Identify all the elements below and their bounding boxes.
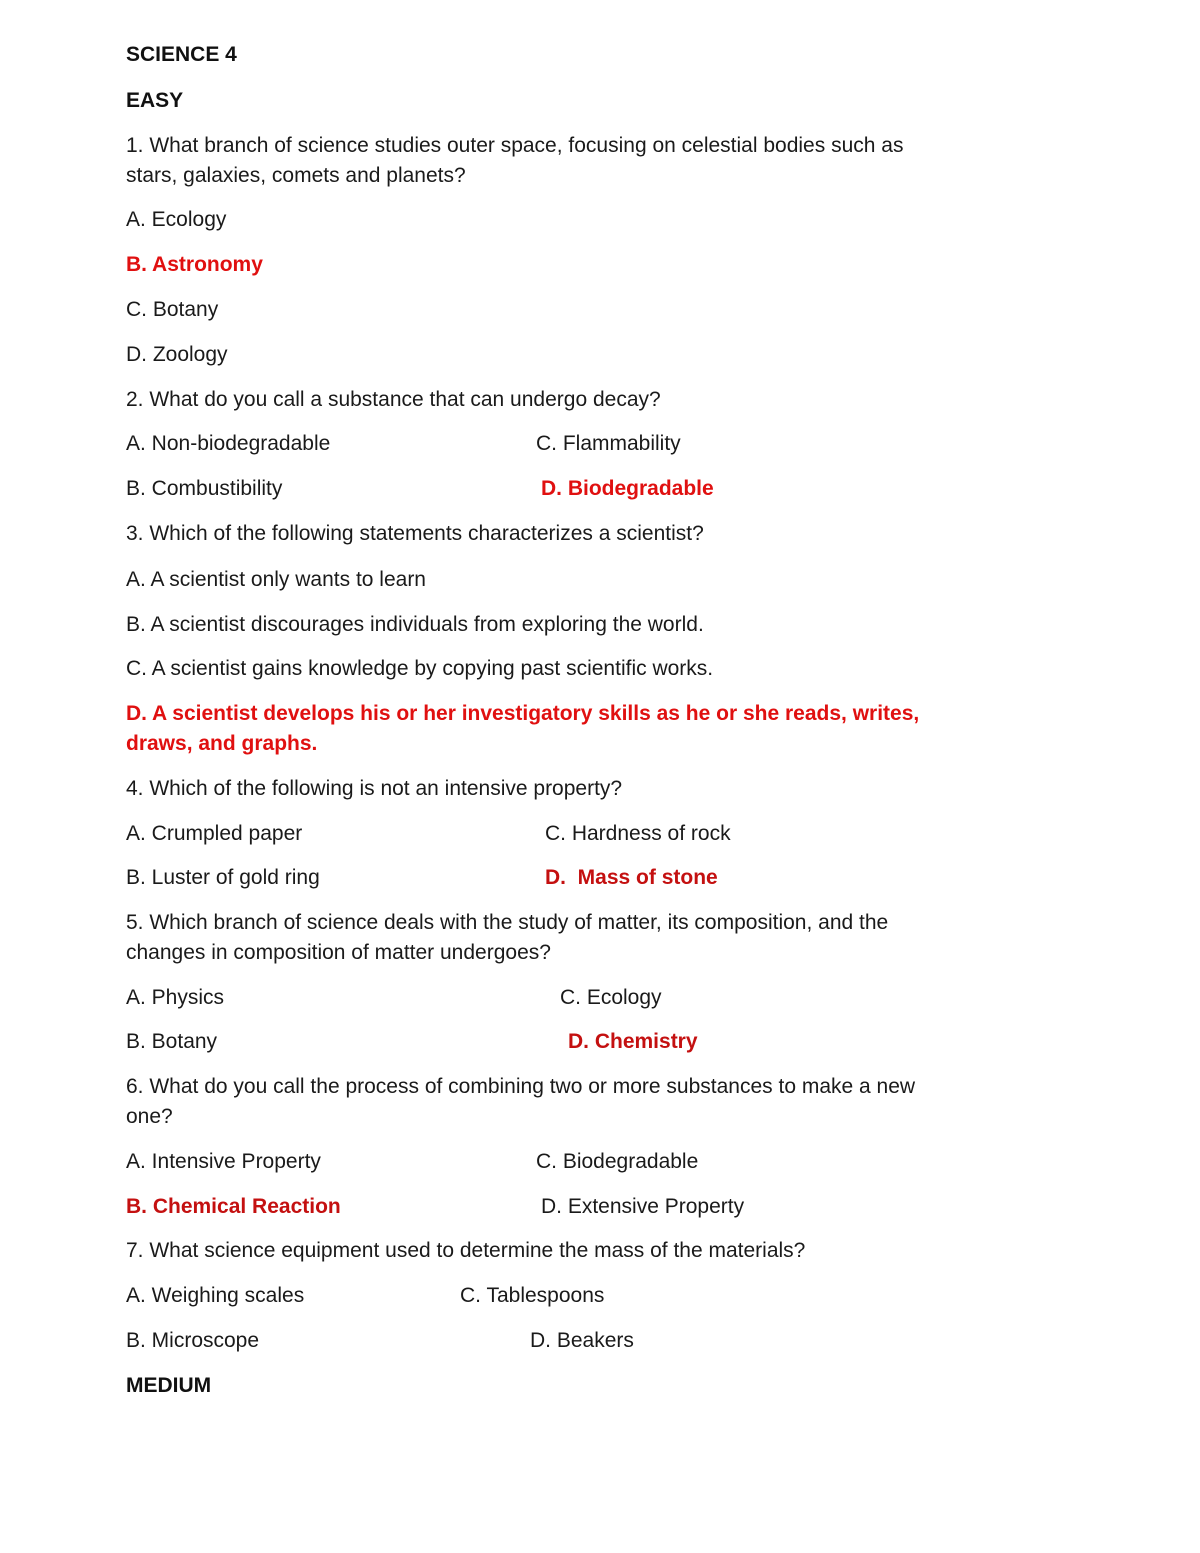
question-3-option-d-correct-line1: D. A scientist develops his or her investigatory skills as he or she reads, writes, xyxy=(126,702,920,725)
question-5-option-d-correct: D. Chemistry xyxy=(568,1030,698,1053)
question-5-option-c: C. Ecology xyxy=(560,986,662,1009)
question-7-option-a: A. Weighing scales xyxy=(126,1284,305,1307)
question-6-option-b-correct: B. Chemical Reaction xyxy=(126,1195,341,1218)
question-6-text-line2: one? xyxy=(126,1105,173,1128)
question-4-option-a: A. Crumpled paper xyxy=(126,822,303,845)
question-7-option-c: C. Tablespoons xyxy=(460,1284,605,1307)
section-heading-medium: MEDIUM xyxy=(126,1374,212,1397)
question-5-option-b: B. Botany xyxy=(126,1030,218,1053)
question-5-text-line1: 5. Which branch of science deals with the study of matter, its composition, and the xyxy=(126,911,889,934)
question-2-option-a: A. Non-biodegradable xyxy=(126,432,331,455)
question-7-option-d: D. Beakers xyxy=(530,1329,634,1352)
question-1-option-c: C. Botany xyxy=(126,298,219,321)
question-1-option-b-correct: B. Astronomy xyxy=(126,253,263,276)
question-7-option-b: B. Microscope xyxy=(126,1329,260,1352)
question-4-option-d-correct: D. Mass of stone xyxy=(545,866,718,889)
question-3-option-d-correct-line2: draws, and graphs. xyxy=(126,732,318,755)
question-1-text-line1: 1. What branch of science studies outer space, focusing on celestial bodies such as xyxy=(126,134,904,157)
question-6-option-a: A. Intensive Property xyxy=(126,1150,321,1173)
question-1-option-a: A. Ecology xyxy=(126,208,227,231)
question-2-option-c: C. Flammability xyxy=(536,432,681,455)
question-1-option-d: D. Zoology xyxy=(126,343,228,366)
question-3-text: 3. Which of the following statements characterizes a scientist? xyxy=(126,522,704,545)
section-heading-easy: EASY xyxy=(126,89,184,112)
question-2-option-d-correct: D. Biodegradable xyxy=(541,477,714,500)
question-3-option-b: B. A scientist discourages individuals from exploring the world. xyxy=(126,613,704,636)
question-4-option-b: B. Luster of gold ring xyxy=(126,866,320,889)
question-5-text-line2: changes in composition of matter undergoes? xyxy=(126,941,551,964)
question-7-text: 7. What science equipment used to determine the mass of the materials? xyxy=(126,1239,806,1262)
document-title: SCIENCE 4 xyxy=(126,43,237,66)
question-4-text: 4. Which of the following is not an intensive property? xyxy=(126,777,623,800)
question-5-option-a: A. Physics xyxy=(126,986,225,1009)
question-6-option-c: C. Biodegradable xyxy=(536,1150,699,1173)
question-6-option-d: D. Extensive Property xyxy=(541,1195,745,1218)
question-6-text-line1: 6. What do you call the process of combining two or more substances to make a new xyxy=(126,1075,916,1098)
question-2-text: 2. What do you call a substance that can undergo decay? xyxy=(126,388,661,411)
question-3-option-a: A. A scientist only wants to learn xyxy=(126,568,426,591)
question-2-option-b: B. Combustibility xyxy=(126,477,283,500)
question-4-option-c: C. Hardness of rock xyxy=(545,822,731,845)
question-1-text-line2: stars, galaxies, comets and planets? xyxy=(126,164,466,187)
question-3-option-c: C. A scientist gains knowledge by copying past scientific works. xyxy=(126,657,714,680)
